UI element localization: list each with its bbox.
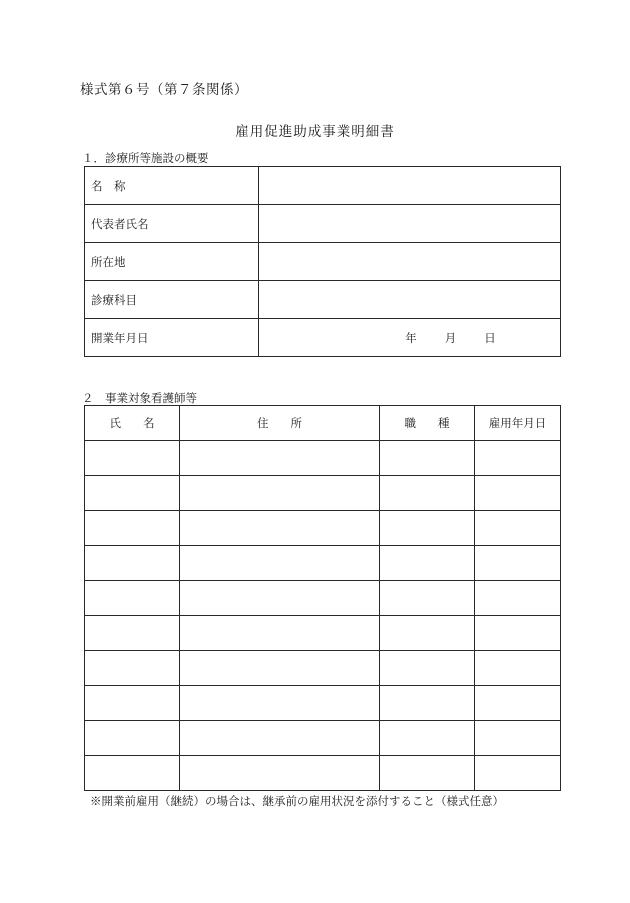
opening-date-field[interactable] — [259, 319, 561, 357]
staff-name-cell[interactable] — [85, 721, 180, 756]
staff-job-type-cell[interactable] — [380, 511, 475, 546]
staff-job-type-cell[interactable] — [380, 476, 475, 511]
facility-value-field[interactable] — [259, 243, 561, 281]
staff-hire-date-cell[interactable] — [475, 616, 561, 651]
facility-label: 診療科目 — [85, 281, 259, 319]
staff-name-cell[interactable] — [85, 756, 180, 791]
facility-row-opening-date — [85, 319, 561, 357]
staff-address-cell[interactable] — [180, 651, 380, 686]
staff-job-type-cell[interactable] — [380, 546, 475, 581]
table-row — [85, 686, 561, 721]
staff-hire-date-cell[interactable] — [475, 546, 561, 581]
staff-table-header — [85, 406, 561, 441]
staff-name-cell[interactable] — [85, 476, 180, 511]
section2-heading: ２ 事業対象看護師等 — [82, 391, 197, 405]
staff-job-type-cell[interactable] — [380, 686, 475, 721]
table-row — [85, 441, 561, 476]
column-header-name: 氏名 — [85, 406, 180, 441]
table-row — [85, 721, 561, 756]
staff-address-cell[interactable] — [180, 441, 380, 476]
staff-job-type-cell[interactable] — [380, 441, 475, 476]
facility-overview-table — [84, 166, 561, 357]
document-title: 雇用促進助成事業明細書 — [235, 124, 395, 140]
staff-name-cell[interactable] — [85, 616, 180, 651]
staff-name-cell[interactable] — [85, 651, 180, 686]
staff-address-cell[interactable] — [180, 756, 380, 791]
facility-row — [85, 281, 561, 319]
facility-label: 代表者氏名 — [85, 205, 259, 243]
staff-address-cell[interactable] — [180, 721, 380, 756]
staff-job-type-cell[interactable] — [380, 721, 475, 756]
facility-label: 所在地 — [85, 243, 259, 281]
staff-job-type-cell[interactable] — [380, 756, 475, 791]
staff-job-type-cell[interactable] — [380, 616, 475, 651]
staff-address-cell[interactable] — [180, 616, 380, 651]
staff-address-cell[interactable] — [180, 546, 380, 581]
table-row — [85, 651, 561, 686]
target-staff-table — [84, 405, 561, 791]
month-unit: 月 — [444, 330, 457, 345]
form-number: 様式第６号（第７条関係） — [80, 82, 248, 98]
staff-hire-date-cell[interactable] — [475, 686, 561, 721]
column-header-job-type: 職種 — [380, 406, 475, 441]
staff-name-cell[interactable] — [85, 441, 180, 476]
facility-row — [85, 243, 561, 281]
staff-address-cell[interactable] — [180, 511, 380, 546]
table-row — [85, 756, 561, 791]
facility-row — [85, 167, 561, 205]
table-row — [85, 476, 561, 511]
staff-address-cell[interactable] — [180, 686, 380, 721]
day-unit: 日 — [484, 330, 496, 345]
column-header-hire-date: 雇用年月日 — [475, 406, 561, 441]
table-row — [85, 511, 561, 546]
staff-name-cell[interactable] — [85, 686, 180, 721]
staff-name-cell[interactable] — [85, 511, 180, 546]
table-row — [85, 581, 561, 616]
staff-hire-date-cell[interactable] — [475, 511, 561, 546]
facility-value-field[interactable] — [259, 281, 561, 319]
staff-job-type-cell[interactable] — [380, 651, 475, 686]
staff-job-type-cell[interactable] — [380, 581, 475, 616]
table-row — [85, 546, 561, 581]
staff-hire-date-cell[interactable] — [475, 756, 561, 791]
section1-heading: １．診療所等施設の概要 — [82, 151, 209, 165]
staff-name-cell[interactable] — [85, 546, 180, 581]
facility-value-field[interactable] — [259, 167, 561, 205]
footnote: ※開業前雇用（継続）の場合は、継承前の雇用状況を添付すること（様式任意） — [90, 794, 504, 808]
staff-hire-date-cell[interactable] — [475, 441, 561, 476]
staff-hire-date-cell[interactable] — [475, 651, 561, 686]
column-header-address: 住所 — [180, 406, 380, 441]
table-row — [85, 616, 561, 651]
facility-value-field[interactable] — [259, 205, 561, 243]
staff-address-cell[interactable] — [180, 476, 380, 511]
staff-name-cell[interactable] — [85, 581, 180, 616]
facility-label: 名 称 — [85, 167, 259, 205]
facility-row — [85, 205, 561, 243]
staff-hire-date-cell[interactable] — [475, 476, 561, 511]
staff-hire-date-cell[interactable] — [475, 581, 561, 616]
year-unit: 年 — [405, 330, 417, 345]
staff-hire-date-cell[interactable] — [475, 721, 561, 756]
staff-address-cell[interactable] — [180, 581, 380, 616]
facility-label: 開業年月日 — [85, 319, 259, 357]
